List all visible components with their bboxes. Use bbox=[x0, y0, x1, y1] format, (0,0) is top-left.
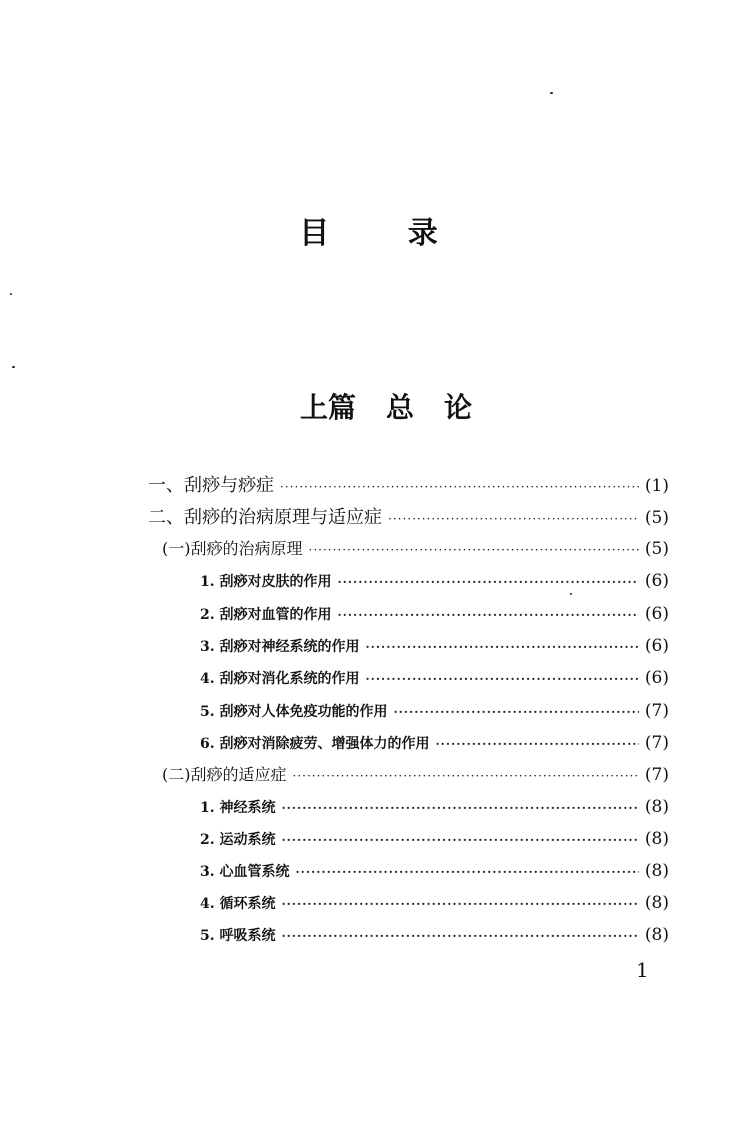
toc-entry[interactable] bbox=[200, 891, 669, 915]
toc-entry[interactable] bbox=[200, 923, 669, 947]
toc-entry-page: (7) bbox=[644, 733, 669, 753]
toc-leader bbox=[338, 570, 639, 594]
toc-leader bbox=[436, 732, 639, 756]
toc-leader bbox=[309, 538, 639, 562]
part-title-mid: 总 bbox=[386, 391, 415, 424]
scan-speck bbox=[10, 293, 12, 295]
toc-entry-page: (8) bbox=[644, 829, 669, 849]
toc-entry-page: (5) bbox=[644, 508, 669, 528]
toc-entry-page: (6) bbox=[644, 604, 669, 624]
scan-speck bbox=[12, 366, 15, 368]
toc-entry[interactable] bbox=[162, 763, 669, 787]
toc-entry-page: (7) bbox=[644, 765, 669, 785]
toc-leader bbox=[366, 635, 639, 659]
toc-leader bbox=[394, 700, 639, 724]
toc-entry[interactable] bbox=[200, 795, 669, 819]
toc-leader bbox=[282, 796, 639, 820]
toc-entry[interactable] bbox=[200, 731, 669, 755]
toc-entry-label: (二)刮痧的适应症 bbox=[162, 765, 287, 784]
toc-entry[interactable] bbox=[200, 602, 669, 626]
toc-entry-label: 3. 刮痧对神经系统的作用 bbox=[200, 639, 360, 655]
toc-entry-page: (6) bbox=[644, 571, 669, 591]
toc-entry-page: (5) bbox=[644, 539, 669, 559]
toc-entry-page: (6) bbox=[644, 668, 669, 688]
toc-entry-page: (1) bbox=[644, 476, 669, 496]
toc-leader bbox=[296, 860, 639, 884]
part-title-right: 论 bbox=[444, 391, 473, 424]
toc-entry[interactable] bbox=[200, 666, 669, 690]
toc-entry[interactable] bbox=[162, 537, 669, 561]
page-title: 目 录 bbox=[299, 216, 472, 251]
toc-entry[interactable] bbox=[200, 569, 669, 593]
toc-entry-page: (6) bbox=[644, 636, 669, 656]
toc-entry-label: 3. 心血管系统 bbox=[200, 864, 290, 880]
toc-entry-page: (8) bbox=[644, 861, 669, 881]
toc-leader bbox=[293, 764, 639, 788]
toc-entry-label: 6. 刮痧对消除疲劳、增强体力的作用 bbox=[200, 736, 430, 752]
toc-entry-label: 二、刮痧的治病原理与适应症 bbox=[148, 507, 382, 528]
part-title-left: 上篇 bbox=[300, 391, 357, 424]
toc-entry-page: (8) bbox=[644, 925, 669, 945]
toc-entry[interactable] bbox=[200, 827, 669, 851]
toc-entry-page: (7) bbox=[644, 701, 669, 721]
page-number: 1 bbox=[636, 958, 649, 982]
scan-speck bbox=[550, 92, 553, 94]
toc-entry[interactable] bbox=[200, 859, 669, 883]
toc-entry-page: (8) bbox=[644, 797, 669, 817]
toc-entry-page: (8) bbox=[644, 893, 669, 913]
toc-entry-label: 4. 刮痧对消化系统的作用 bbox=[200, 671, 360, 687]
toc-entry-label: 一、刮痧与痧症 bbox=[148, 475, 274, 496]
toc-entry[interactable] bbox=[200, 699, 669, 723]
toc-leader bbox=[282, 924, 639, 948]
toc-leader bbox=[282, 828, 639, 852]
part-title bbox=[300, 386, 472, 426]
toc-entry-label: 5. 刮痧对人体免疫功能的作用 bbox=[200, 704, 388, 720]
toc-leader bbox=[282, 892, 639, 916]
toc-entry[interactable] bbox=[200, 634, 669, 658]
toc-entry-label: 2. 刮痧对血管的作用 bbox=[200, 607, 332, 623]
toc-entry-label: 2. 运动系统 bbox=[200, 832, 276, 848]
toc-entry-label: 4. 循环系统 bbox=[200, 896, 276, 912]
toc-entry-label: 1. 刮痧对皮肤的作用 bbox=[200, 574, 332, 590]
toc-entry[interactable] bbox=[148, 474, 669, 498]
toc-entry-label: 1. 神经系统 bbox=[200, 800, 276, 816]
toc-leader bbox=[280, 475, 639, 499]
toc-leader bbox=[338, 603, 639, 627]
toc-leader bbox=[388, 507, 639, 531]
toc-entry-label: (一)刮痧的治病原理 bbox=[162, 539, 303, 558]
toc-entry-label: 5. 呼吸系统 bbox=[200, 928, 276, 944]
toc-leader bbox=[366, 667, 639, 691]
toc-entry[interactable] bbox=[148, 506, 669, 530]
